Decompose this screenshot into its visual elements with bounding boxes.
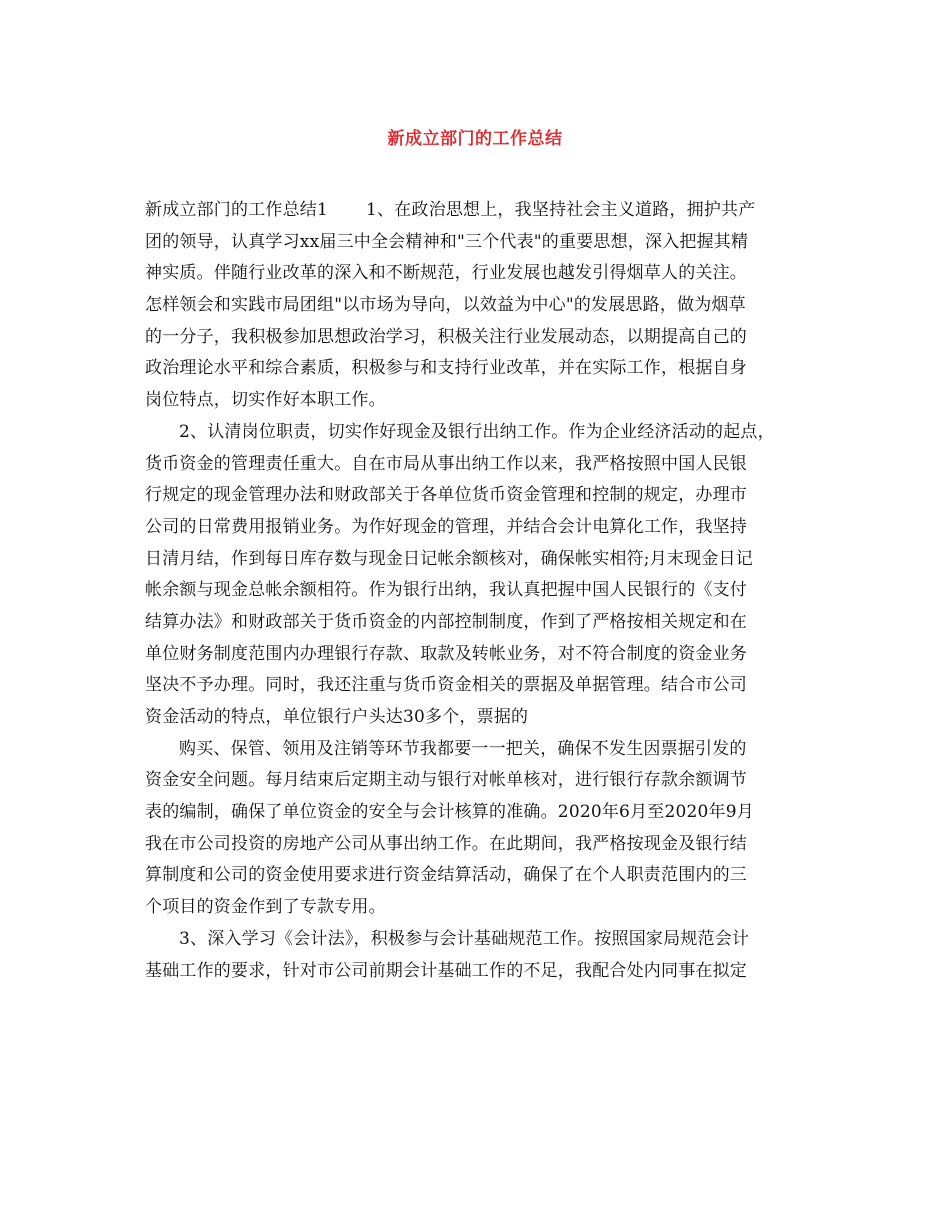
paragraph-line: [145, 195, 825, 227]
paragraph-line: 政治理论水平和综合素质，积极参与和支持行业改革，并在实际工作，根据自身: [145, 358, 747, 379]
paragraph-line: 购买、保管、领用及注销等环节我都要一一把关，确保不发生因票据引发的: [179, 738, 747, 759]
paragraph-line: 神实质。伴随行业改革的深入和不断规范，行业发展也越发引得烟草人的关注。: [145, 263, 747, 284]
paragraph-line: 单位财务制度范围内办理银行存款、取款及转帐业务，对不符合制度的资金业务: [145, 643, 747, 664]
paragraph-line: 怎样领会和实践市局团组"以市场为导向，以效益为中心"的发展思路，做为烟草: [145, 295, 746, 316]
paragraph-line: 资金活动的特点，单位银行户头达30多个，票据的: [145, 707, 529, 727]
paragraph-line: 资金安全问题。每月结束后定期主动与银行对帐单核对，进行银行存款余额调节: [145, 770, 747, 791]
paragraph-line: 我在市公司投资的房地产公司从事出纳工作。在此期间，我严格按现金及银行结: [145, 833, 747, 854]
paragraph-line: 团的领导，认真学习xx届三中全会精神和"三个代表"的重要思想，深入把握其精: [145, 231, 749, 252]
paragraph-line: 基础工作的要求，针对市公司前期会计基础工作的不足，我配合处内同事在拟定: [145, 960, 747, 981]
paragraph-line: 岗位特点，切实作好本职工作。: [145, 390, 386, 411]
document-title: 新成立部门的工作总结: [387, 129, 563, 149]
paragraph-line: 结算办法》和财政部关于货币资金的内部控制制度，作到了严格按相关规定和在: [145, 611, 747, 632]
paragraph-line: 算制度和公司的资金使用要求进行资金结算活动，确保了在个人职责范围内的三: [145, 865, 747, 886]
paragraph-line: 帐余额与现金总帐余额相符。作为银行出纳，我认真把握中国人民银行的《支付: [145, 580, 747, 601]
line-text: 新成立部门的工作总结1: [145, 200, 329, 220]
paragraph-line: 行规定的现金管理办法和财政部关于各单位货币资金管理和控制的规定，办理市: [145, 485, 747, 506]
document-body: [145, 195, 825, 987]
paragraph-line: 的一分子，我积极参加思想政治学习，积极关注行业发展动态，以期提高自己的: [145, 326, 747, 347]
paragraph-line: 个项目的资金作到了专款专用。: [145, 897, 386, 918]
paragraph-line: 公司的日常费用报销业务。为作好现金的管理，并结合会计电算化工作，我坚持: [145, 516, 747, 537]
paragraph-line: 表的编制，确保了单位资金的安全与会计核算的准确。2020年6月至2020年9月: [145, 802, 754, 823]
line-text: 1、在政治思想上，我坚持社会主义道路，拥护共产: [366, 200, 756, 220]
paragraph-line: 2、认清岗位职责，切实作好现金及银行出纳工作。作为企业经济活动的起点，: [179, 421, 775, 442]
paragraph-line: 货币资金的管理责任重大。自在市局从事出纳工作以来，我严格按照中国人民银: [145, 453, 747, 474]
paragraph-line: 日清月结，作到每日库存数与现金日记帐余额核对，确保帐实相符;月末现金日记: [145, 548, 753, 569]
paragraph-line: 3、深入学习《会计法》，积极参与会计基础规范工作。按照国家局规范会计: [179, 928, 750, 949]
paragraph-line: 坚决不予办理。同时，我还注重与货币资金相关的票据及单据管理。结合市公司: [145, 675, 747, 696]
